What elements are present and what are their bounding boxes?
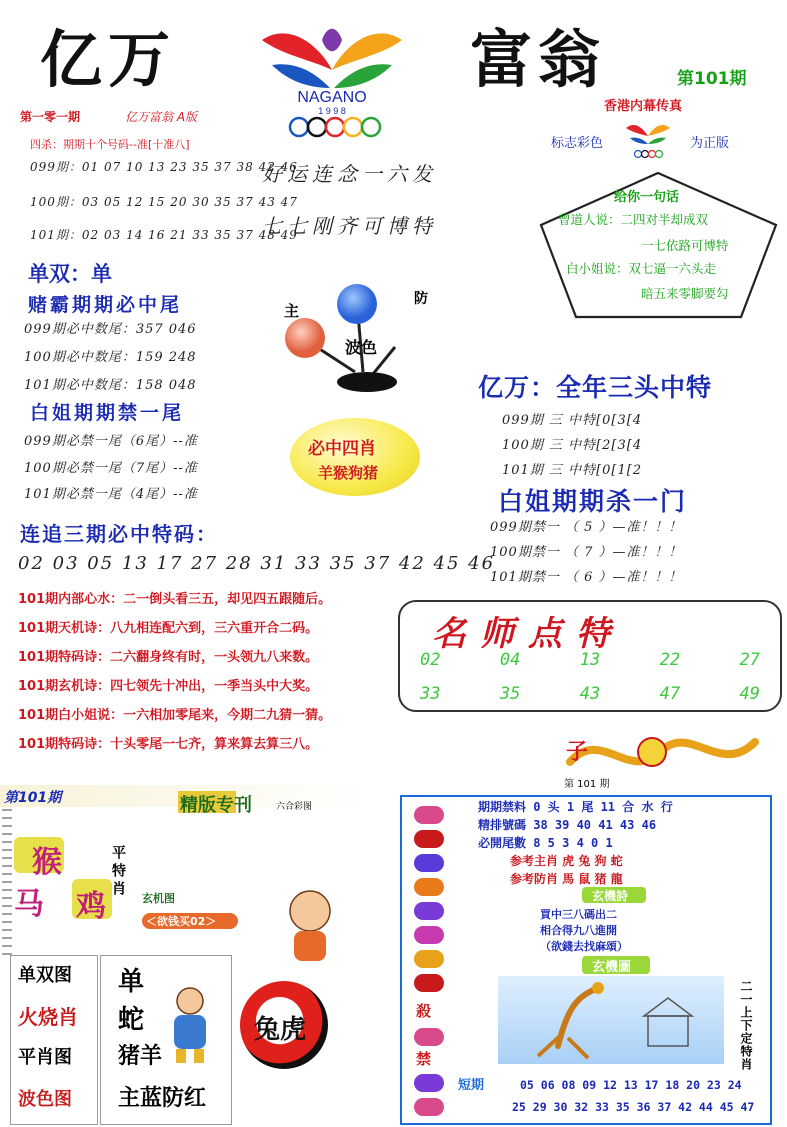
tiger-rabbit-text: 兔虎 xyxy=(254,1015,307,1045)
title-left: 亿万 xyxy=(40,23,177,96)
picture-title: 玄機圖 xyxy=(592,960,632,975)
br-line: 精排號碼 38 39 40 41 43 46 xyxy=(478,818,657,832)
bl-brand-sub: 六合彩图 xyxy=(276,802,313,812)
bl-card-pig-goat: 猪羊 xyxy=(118,1044,163,1069)
quote-line: 一七依路可博特 xyxy=(641,238,729,253)
verse-title: 玄機詩 xyxy=(592,889,629,903)
short-label: 短期 xyxy=(458,1078,485,1093)
pick-number: 33 xyxy=(420,684,441,704)
chase-numbers: 02 03 05 13 17 27 28 31 33 35 37 42 45 46 xyxy=(18,553,496,574)
tail-row: 101期必中数尾：158 048 xyxy=(24,378,197,393)
small-logo-icon xyxy=(618,118,678,160)
zodiac-icon xyxy=(414,806,444,824)
cartoon-figure-icon xyxy=(162,985,218,1065)
bl-ribbon: 玄机图 xyxy=(142,892,175,905)
logo-text: NAGANO xyxy=(297,89,367,106)
poem-row: 101期特码诗：十头零尾一七齐，算来算去算三八。 xyxy=(18,737,319,752)
ban-tail-heading: 白姐期期禁一尾 xyxy=(30,402,185,424)
pick-number: 13 xyxy=(579,650,601,670)
number-row: 099期：01 07 10 13 23 35 37 38 42 46 xyxy=(30,160,298,174)
verse-line: 相合得九八進開 xyxy=(540,924,617,937)
zodiac-icon xyxy=(414,902,444,920)
hk-fax-label: 香港内幕传真 xyxy=(604,99,683,114)
quote-title: 给你一句话 xyxy=(614,190,680,205)
odd-even-label: 单双：单 xyxy=(28,262,112,286)
number-grid-row: 25 29 30 32 33 35 36 37 42 44 45 47 xyxy=(512,1100,755,1114)
zodiac-horse: 马 xyxy=(14,887,44,922)
bl-wave-color: 波色图 xyxy=(18,1089,72,1110)
tail-row: 099期必中数尾：357 046 xyxy=(24,322,197,337)
bl-fire-zodiac: 火烧肖 xyxy=(18,1005,78,1029)
zodiac-rooster: 鸡 xyxy=(76,889,106,924)
verse-line: 買中三八碼出二 xyxy=(540,908,617,921)
section-heading: 第一零一期 xyxy=(20,110,81,124)
bottom-left-panel xyxy=(0,785,372,1127)
quote-line: 曾道人说：二四对半却成双 xyxy=(558,212,709,227)
tail-heading: 赌霸期期必中尾 xyxy=(28,294,183,316)
zodiac-icon xyxy=(414,974,444,992)
zodiac-column xyxy=(410,802,448,1120)
logo-year: 1 9 9 8 xyxy=(318,106,346,116)
pick-number: 22 xyxy=(659,650,681,670)
pick-number: 47 xyxy=(659,684,681,704)
bl-main-blue: 主蓝防红 xyxy=(118,1086,207,1111)
pick-number: 49 xyxy=(739,684,760,704)
ban-tail-row: 099期必禁一尾（6尾）--准 xyxy=(24,434,198,449)
kill-door-row: 101期禁一 （ 6 ）—准！！！ xyxy=(490,570,683,585)
poem-row: 101期天机诗：八九相连配六到，三六重开合二码。 xyxy=(18,621,319,636)
title-right: 富翁 xyxy=(470,23,607,96)
number-row: 100期：03 05 12 15 20 30 35 37 43 47 xyxy=(30,195,298,209)
bl-brand: 精版专刊 xyxy=(180,795,252,816)
zodiac-icon xyxy=(414,878,444,896)
nagano-logo xyxy=(232,10,432,140)
quote-line: 白小姐说：双七逼一六头走 xyxy=(566,261,717,276)
poem-row: 101期特码诗：二六翻身终有时，一头领九八来数。 xyxy=(18,650,319,665)
master-picks-title: 名师点特 xyxy=(432,614,624,654)
puzzle-picture xyxy=(498,976,724,1064)
poem-row: 101期玄机诗：四七领先十冲出，一季当头中大奖。 xyxy=(18,679,319,694)
logo-note-right: 为正版 xyxy=(690,136,730,151)
number-row: 101期：02 03 14 16 21 33 35 37 48 49 xyxy=(30,228,298,242)
poem-row: 101期内部心水：二一倒头看三五，却见四五跟随后。 xyxy=(18,592,332,607)
number-grid-row: 05 06 08 09 12 13 17 18 20 23 24 xyxy=(520,1078,742,1092)
kill-door-row: 100期禁一 （ 7 ）—准！！！ xyxy=(490,545,683,560)
bl-card-snake: 蛇 xyxy=(118,1005,145,1035)
four-zodiac-animals: 羊猴狗猪 xyxy=(318,464,379,482)
quote-line: 暗五来零脚要勾 xyxy=(641,286,729,301)
pick-number: 43 xyxy=(579,684,601,704)
zodiac-icon xyxy=(414,1028,444,1046)
master-picks-row xyxy=(420,650,760,670)
bl-odd-even: 单双图 xyxy=(18,965,72,986)
kill-door-heading: 白姐期期杀一门 xyxy=(498,487,688,516)
ban-mark: 禁 xyxy=(416,1050,432,1068)
zodiac-icon xyxy=(414,950,444,968)
pick-number: 02 xyxy=(420,650,441,670)
pick-number: 27 xyxy=(739,650,760,670)
br-line: 参考防肖 馬 鼠 猪 龍 xyxy=(510,872,623,886)
three-head-row: 099期 三 中特[0[3[4 xyxy=(502,413,643,428)
poem-line: 七七刚齐可博特 xyxy=(262,214,437,238)
zodiac-icon xyxy=(414,1098,444,1116)
four-zodiac-title: 必中四肖 xyxy=(308,439,376,459)
br-line: 参考主肖 虎 兔 狗 蛇 xyxy=(510,854,623,868)
bl-ribbon-sub: ＜欲钱买02＞ xyxy=(146,915,217,928)
cartoon-boy-icon xyxy=(270,885,350,965)
bl-flat-zodiac: 平肖图 xyxy=(18,1047,72,1068)
kill-mark: 殺 xyxy=(416,1002,432,1020)
zodiac-icon xyxy=(414,854,444,872)
four-kill-subtitle: 四杀：期期十个号码--准[十准八] xyxy=(30,138,190,151)
wave-label: 波色 xyxy=(345,338,378,357)
master-picks-row xyxy=(420,684,760,704)
br-line: 期期禁料 0 头 1 尾 11 合 水 行 xyxy=(478,800,673,814)
poem-line: 好运连念一六发 xyxy=(262,162,437,186)
ban-tail-row: 100期必禁一尾（7尾）--准 xyxy=(24,461,198,476)
br-side-text: 二一上下定特肖 xyxy=(739,980,753,1071)
three-head-heading: 亿万：全年三头中特 xyxy=(478,373,713,402)
kill-door-row: 099期禁一 （ 5 ）—准！！！ xyxy=(490,520,683,535)
chase-heading: 连追三期必中特码： xyxy=(20,522,218,546)
zodiac-icon xyxy=(414,1074,444,1092)
bl-issue: 第101期 xyxy=(4,790,62,806)
zodiac-monkey: 猴 xyxy=(32,845,62,880)
three-head-row: 100期 三 中特[2[3[4 xyxy=(502,438,643,453)
brand-label: 亿万富翁 A版 xyxy=(125,110,198,124)
ban-tail-row: 101期必禁一尾（4尾）--准 xyxy=(24,487,198,502)
pick-number: 04 xyxy=(499,650,521,670)
main-label: 主 xyxy=(284,302,300,320)
verse-line: （欲錢去找麻頌） xyxy=(540,940,628,953)
zodiac-icon xyxy=(414,830,444,848)
bl-card-single: 单 xyxy=(118,967,145,997)
zodiac-icon xyxy=(414,926,444,944)
pick-number: 35 xyxy=(499,684,521,704)
issue-badge: 第101期 xyxy=(677,69,747,89)
logo-note-left: 标志彩色 xyxy=(551,136,604,151)
br-line: 必開尾數 8 5 3 4 0 1 xyxy=(478,836,613,850)
br-issue: 第 101 期 xyxy=(564,779,610,790)
guard-label: 防 xyxy=(414,291,428,307)
tail-row: 100期必中数尾：159 248 xyxy=(24,350,197,365)
br-title: 子 xyxy=(566,740,589,765)
bl-side-text: 平特肖 xyxy=(110,845,126,899)
three-head-row: 101期 三 中特[0[1[2 xyxy=(502,463,643,478)
poem-row: 101期白小姐说：一六相加零尾来，今期二九猜一猜。 xyxy=(18,708,332,723)
